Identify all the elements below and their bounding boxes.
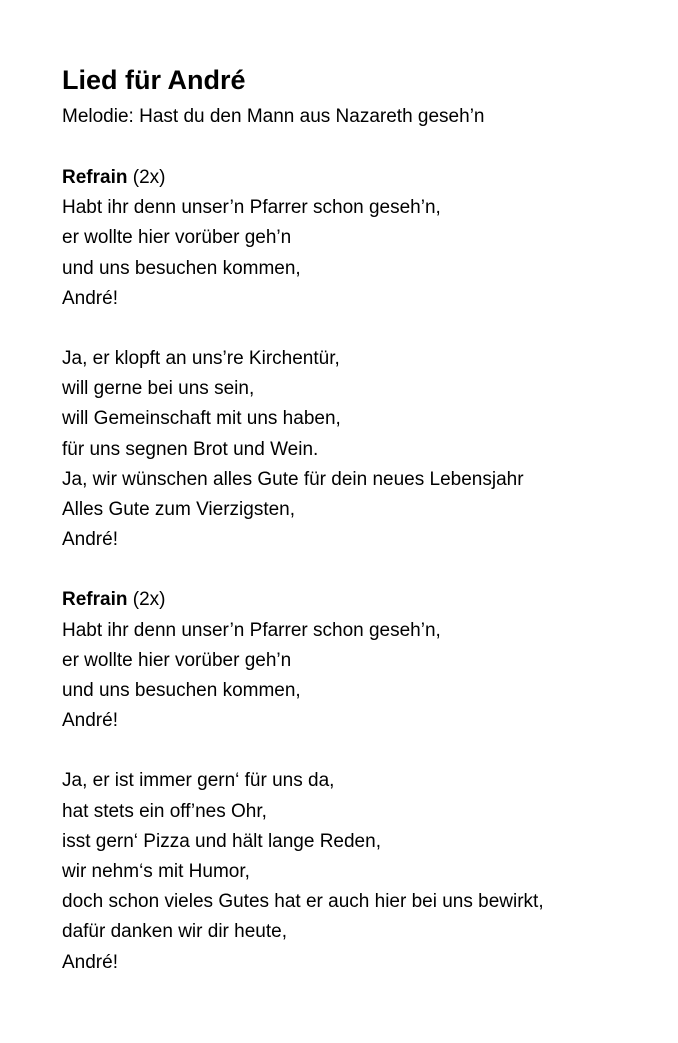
- refrain-label: Refrain: [62, 167, 128, 188]
- lyric-line: er wollte hier vorüber geh’n: [62, 227, 292, 249]
- lyric-line: André!: [62, 951, 118, 973]
- refrain-heading: [62, 163, 662, 193]
- lyric-line: er wollte hier vorüber geh’n: [62, 649, 292, 671]
- lyric-line: André!: [62, 529, 118, 551]
- lyric-line: doch schon vieles Gutes hat er auch hier bei uns bewirkt,: [62, 891, 544, 913]
- song-title: Lied für André: [62, 65, 246, 95]
- lyric-line: André!: [62, 287, 118, 309]
- song-sheet: [62, 60, 662, 978]
- lyric-line: Ja, er ist immer gern‘ für uns da,: [62, 770, 335, 792]
- melody-note: Melodie: Hast du den Mann aus Nazareth geseh’n: [62, 106, 485, 127]
- lyric-line: isst gern‘ Pizza und hält lange Reden,: [62, 830, 381, 852]
- lyric-line: will gerne bei uns sein,: [62, 378, 255, 400]
- lyric-line: und uns besuchen kommen,: [62, 680, 301, 702]
- verse-2: [62, 766, 662, 977]
- refrain-label: Refrain: [62, 589, 128, 611]
- refrain-repeat: (2x): [132, 167, 166, 188]
- lyric-line: Ja, er klopft an uns’re Kirchentür,: [62, 348, 340, 370]
- lyric-line: Habt ihr denn unser’n Pfarrer schon geseh’n,: [62, 619, 441, 641]
- lyric-line: und uns besuchen kommen,: [62, 257, 301, 279]
- lyric-line: Ja, wir wünschen alles Gute für dein neues Lebensjahr: [62, 468, 524, 490]
- lyric-line: will Gemeinschaft mit uns haben,: [62, 408, 341, 430]
- verse-1: [62, 344, 662, 555]
- refrain-1: [62, 163, 662, 314]
- lyric-line: dafür danken wir dir heute,: [62, 921, 287, 943]
- refrain-2: [62, 585, 662, 736]
- lyric-line: André!: [62, 710, 118, 732]
- lyric-line: Alles Gute zum Vierzigsten,: [62, 499, 296, 521]
- lyric-line: hat stets ein off’nes Ohr,: [62, 800, 267, 822]
- lyric-line: wir nehm‘s mit Humor,: [62, 861, 250, 883]
- lyric-line: Habt ihr denn unser’n Pfarrer schon geseh’n,: [62, 197, 441, 219]
- lyric-line: für uns segnen Brot und Wein.: [62, 438, 319, 460]
- refrain-heading: [62, 585, 662, 615]
- refrain-repeat: (2x): [132, 589, 166, 611]
